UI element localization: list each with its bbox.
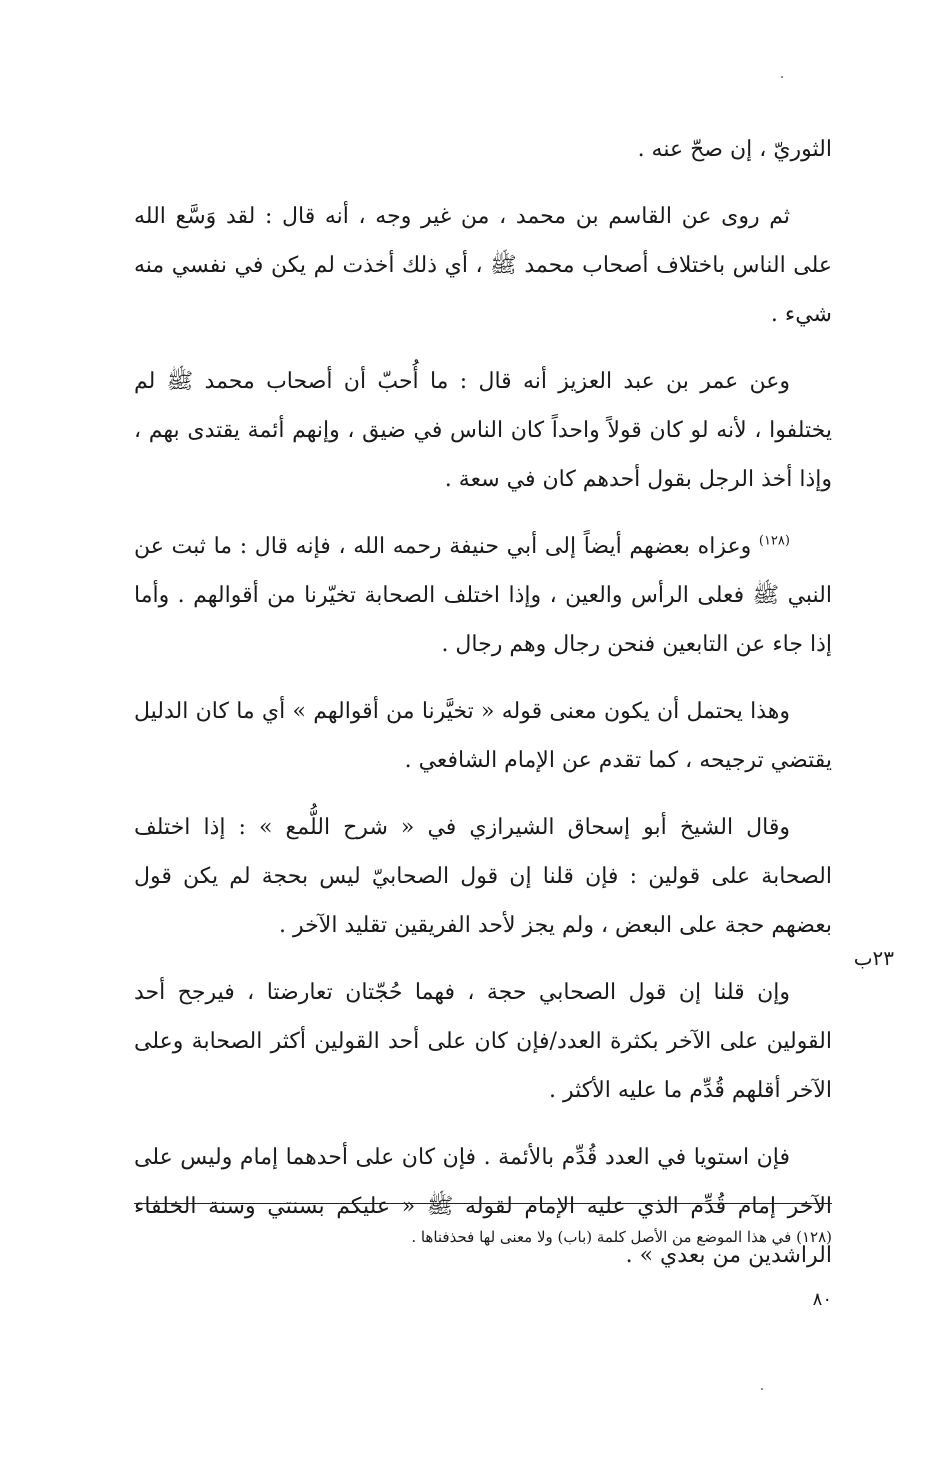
footnote-text: في هذا الموضع من الأصل كلمة (باب) ولا معنى لها فحذفناها . xyxy=(411,1228,792,1246)
paragraph-2 xyxy=(134,192,832,339)
paragraph-text: وهذا يحتمل أن يكون معنى قوله « تخيَّرنا من أقوالهم » أي ما كان الدليل يقتضي ترجيحه ، كما تقدم عن الإمام الشافعي . xyxy=(134,699,832,773)
paragraph-text xyxy=(134,522,832,669)
paragraph-text: الثوريّ ، إن صحّ عنه . xyxy=(637,137,832,162)
paragraph-5 xyxy=(134,687,832,785)
paragraph-6 xyxy=(134,803,832,950)
footnote xyxy=(134,1224,832,1250)
paragraph-text: فإن استويا في العدد قُدِّم بالأئمة . فإن كان على أحدهما إمام وليس على الآخر إمام قُدِّم الذي عليه الإمام لقوله ﷺ « عليكم بسنتي وسنة الخلفاء الراشدين من بعدي » . xyxy=(134,1145,832,1268)
paragraph-text: وقال الشيخ أبو إسحاق الشيرازي في « شرح اللُّمع » : إذا اختلف الصحابة على قولين : فإن قلنا إن قول الصحابيّ ليس بحجة لم يكن قول بعضهم حجة على البعض ، ولم يجز لأحد الفريقين تقليد الآخر . xyxy=(134,815,832,938)
paragraph-text: ثم روى عن القاسم بن محمد ، من غير وجه ، أنه قال : لقد وَسَّع الله على الناس باختلاف أصحاب محمد ﷺ ، أي ذلك أخذت لم يكن في نفسي منه شيء . xyxy=(134,204,832,327)
paragraph-1 xyxy=(134,125,832,174)
scan-speck xyxy=(781,76,783,78)
scan-speck xyxy=(761,1388,763,1390)
paragraph-4 xyxy=(134,522,832,669)
paragraph-3 xyxy=(134,357,832,504)
paragraph-text: وعن عمر بن عبد العزيز أنه قال : ما أُحبّ أن أصحاب محمد ﷺ لم يختلفوا ، لأنه لو كان قولاً واحداً كان الناس في ضيق ، وإنهم أئمة يقتدى بهم ، وإذا أخذ الرجل بقول أحدهم كان في سعة . xyxy=(134,369,832,492)
footnote-separator xyxy=(134,1203,832,1204)
paragraph-7 xyxy=(134,968,832,1115)
paragraph-body: وعزاه بعضهم أيضاً إلى أبي حنيفة رحمه الله ، فإنه قال : ما ثبت عن النبي ﷺ فعلى الرأس والعين ، وإذا اختلف الصحابة تخيّرنا من أقوالهم . وأما إذا جاء عن التابعين فنحن رجال وهم رجال . xyxy=(134,534,832,657)
manuscript-folio-marker: ٢٣ب xyxy=(853,946,894,970)
main-text xyxy=(134,125,832,1298)
paragraph-8 xyxy=(134,1133,832,1280)
page-number: ٨٠ xyxy=(812,1289,832,1310)
footnote-reference: (١٢٨) xyxy=(758,533,790,549)
paragraph-text: وإن قلنا إن قول الصحابي حجة ، فهما حُجّتان تعارضتا ، فيرجح أحد القولين على الآخر بكثرة العدد/فإن كان على أحد القولين أكثر الصحابة وعلى الآخر أقلهم قُدِّم ما عليه الأكثر . xyxy=(134,980,832,1103)
footnote-marker: (١٢٨) xyxy=(796,1228,832,1246)
